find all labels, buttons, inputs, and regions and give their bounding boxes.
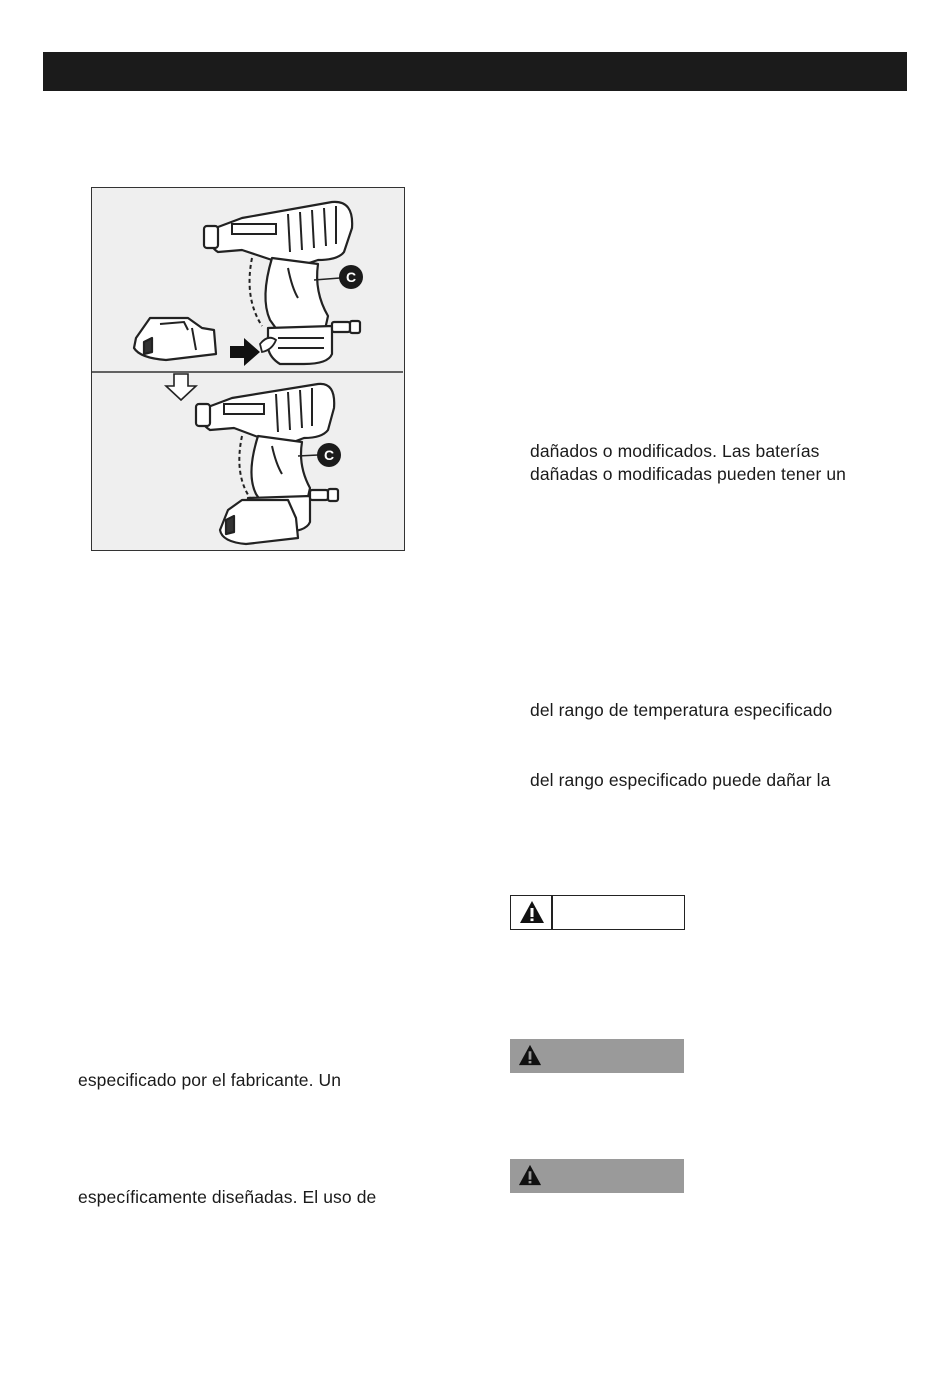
battery-install-figure [91,187,405,551]
right-text-line-1: dañados o modificados. Las baterías [530,441,820,461]
warning-label-grey-1 [510,1039,684,1073]
right-text-line-2: dañadas o modificadas pueden tener un [530,464,847,484]
warning-triangle-icon [518,1043,542,1067]
left-text-line-1: especificado por el fabricante. Un [78,1070,342,1090]
section-header-bar [43,52,907,91]
callout-c-top: C [345,269,357,285]
warning-triangle-icon [519,900,545,924]
arrow-right-icon [230,338,260,366]
battery-pack-top [134,318,216,360]
left-text-line-2: específicamente diseñadas. El uso de [78,1187,377,1207]
warning-label-outlined [510,895,685,930]
warning-triangle-icon [518,1163,542,1187]
drill-bottom [196,384,338,544]
warning-label-grey-2 [510,1159,684,1193]
right-text-line-3: del rango de temperatura especificado [530,700,833,720]
right-text-line-4: del rango especificado puede dañar la [530,770,831,790]
arrow-down-icon [166,374,196,400]
callout-c-bottom: C [323,447,335,463]
drill-illustration [92,188,403,549]
